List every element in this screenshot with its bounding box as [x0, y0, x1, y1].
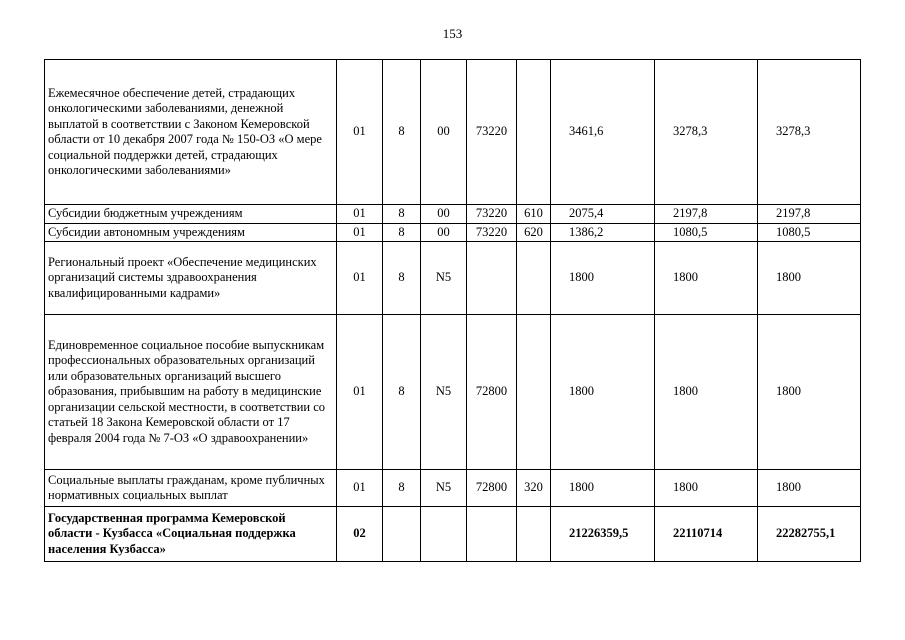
cell-value-1: 1386,2 — [551, 223, 655, 242]
cell-value-1: 1800 — [551, 315, 655, 470]
cell-code-5 — [517, 315, 551, 470]
cell-value-1: 21226359,5 — [551, 507, 655, 562]
cell-code-1: 01 — [337, 223, 383, 242]
cell-value-2: 22110714 — [655, 507, 758, 562]
cell-value-3: 2197,8 — [758, 205, 861, 224]
cell-value-3: 22282755,1 — [758, 507, 861, 562]
cell-code-1: 01 — [337, 60, 383, 205]
cell-code-3: 00 — [421, 205, 467, 224]
cell-value-2: 3278,3 — [655, 60, 758, 205]
cell-code-4: 72800 — [467, 470, 517, 507]
cell-code-3 — [421, 507, 467, 562]
cell-value-1: 1800 — [551, 470, 655, 507]
table-row — [45, 315, 861, 470]
cell-value-3: 1800 — [758, 470, 861, 507]
table-row — [45, 242, 861, 315]
cell-code-1: 02 — [337, 507, 383, 562]
cell-value-1: 2075,4 — [551, 205, 655, 224]
cell-code-2: 8 — [383, 223, 421, 242]
cell-value-2: 1080,5 — [655, 223, 758, 242]
cell-code-1: 01 — [337, 315, 383, 470]
row-name: Субсидии автономным учреждениям — [45, 223, 337, 242]
cell-code-4 — [467, 242, 517, 315]
cell-code-3: N5 — [421, 315, 467, 470]
cell-code-3: 00 — [421, 60, 467, 205]
row-name: Государственная программа Кемеровской области - Кузбасса «Социальная поддержка населения Кузбасса» — [45, 507, 337, 562]
page-number: 153 — [442, 26, 463, 41]
cell-value-3: 1800 — [758, 242, 861, 315]
cell-value-2: 1800 — [655, 470, 758, 507]
table-row — [45, 223, 861, 242]
row-name: Социальные выплаты гражданам, кроме публичных нормативных социальных выплат — [45, 470, 337, 507]
cell-code-2: 8 — [383, 242, 421, 315]
cell-code-5: 320 — [517, 470, 551, 507]
cell-value-3: 3278,3 — [758, 60, 861, 205]
cell-code-2: 8 — [383, 60, 421, 205]
cell-code-4: 72800 — [467, 315, 517, 470]
cell-code-4: 73220 — [467, 223, 517, 242]
cell-code-3: N5 — [421, 470, 467, 507]
cell-code-2: 8 — [383, 470, 421, 507]
cell-value-2: 1800 — [655, 315, 758, 470]
cell-code-1: 01 — [337, 470, 383, 507]
row-name: Субсидии бюджетным учреждениям — [45, 205, 337, 224]
cell-value-3: 1080,5 — [758, 223, 861, 242]
cell-value-2: 1800 — [655, 242, 758, 315]
cell-code-4 — [467, 507, 517, 562]
table-row — [45, 205, 861, 224]
cell-code-4: 73220 — [467, 205, 517, 224]
cell-value-1: 1800 — [551, 242, 655, 315]
table-row — [45, 507, 861, 562]
table-row — [45, 470, 861, 507]
cell-code-1: 01 — [337, 205, 383, 224]
cell-code-5 — [517, 242, 551, 315]
cell-code-5: 610 — [517, 205, 551, 224]
cell-code-2: 8 — [383, 205, 421, 224]
cell-code-5: 620 — [517, 223, 551, 242]
cell-code-1: 01 — [337, 242, 383, 315]
row-name: Ежемесячное обеспечение детей, страдающих онкологическими заболеваниями, денежной выплатой в соответствии с Законом Кемеровской области от 10 декабря 2007 года № 150-ОЗ «О мере социальной поддержки детей, страдающих онкологическими заболеваниями» — [45, 60, 337, 205]
cell-value-3: 1800 — [758, 315, 861, 470]
row-name: Региональный проект «Обеспечение медицинских организаций системы здравоохранения квалифицированными кадрами» — [45, 242, 337, 315]
cell-code-5 — [517, 60, 551, 205]
cell-code-3: N5 — [421, 242, 467, 315]
budget-table — [44, 59, 861, 562]
row-name: Единовременное социальное пособие выпускникам профессиональных образовательных организаций или образовательных организаций высшего образования, прибывшим на работу в медицинские организации сельской местности, в соответствии со статьей 18 Закона Кемеровской области от 17 февраля 2004 года № 7-ОЗ «О здравоохранении» — [45, 315, 337, 470]
cell-code-2: 8 — [383, 315, 421, 470]
cell-code-5 — [517, 507, 551, 562]
cell-code-2 — [383, 507, 421, 562]
cell-value-2: 2197,8 — [655, 205, 758, 224]
cell-code-3: 00 — [421, 223, 467, 242]
cell-code-4: 73220 — [467, 60, 517, 205]
table-row — [45, 60, 861, 205]
cell-value-1: 3461,6 — [551, 60, 655, 205]
